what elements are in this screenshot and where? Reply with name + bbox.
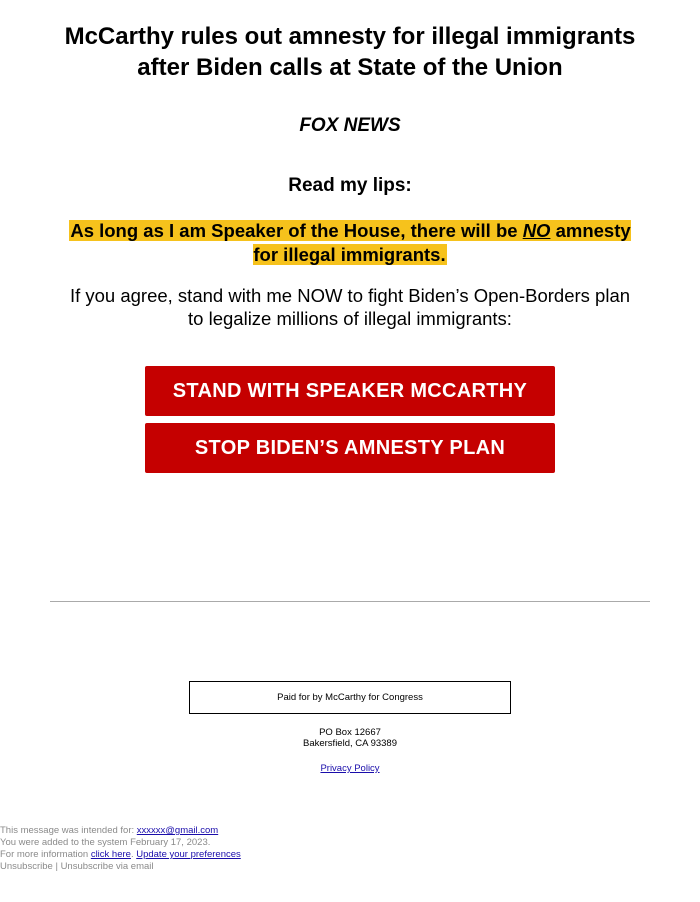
added-date-line: You were added to the system February 17, 2023. [0, 837, 211, 848]
quote-highlight [69, 220, 630, 265]
unsubscribe-line [0, 861, 241, 873]
read-my-lips: Read my lips: [288, 175, 412, 196]
more-info-prefix: For more information [0, 849, 91, 860]
more-info-line [0, 849, 241, 861]
stop-amnesty-button[interactable]: STOP BIDEN’S AMNESTY PLAN [145, 423, 555, 473]
intended-for-line [0, 825, 241, 837]
quote-part2: amnesty for illegal immigrants. [253, 220, 631, 265]
update-preferences-link[interactable]: Update your preferences [136, 849, 241, 860]
paid-for-text: Paid for by McCarthy for Congress [277, 692, 423, 703]
address-line1: PO Box 12667 [319, 727, 381, 738]
headline: McCarthy rules out amnesty for illegal immigrants after Biden calls at State of the Union [64, 23, 636, 81]
privacy-policy-row [0, 763, 700, 774]
stand-with-mccarthy-button[interactable]: STAND WITH SPEAKER MCCARTHY [145, 366, 555, 416]
news-source: FOX NEWS [299, 115, 401, 136]
paid-for-box [189, 681, 511, 714]
recipient-email-link[interactable]: xxxxxx@gmail.com [136, 825, 219, 836]
privacy-policy-link[interactable]: Privacy Policy [320, 763, 380, 774]
quote-emphasis: NO [522, 220, 551, 241]
quote-part1: As long as I am Speaker of the House, there will be [70, 220, 523, 241]
intended-prefix: This message was intended for: [0, 825, 137, 836]
mailing-address [0, 728, 700, 749]
unsubscribe-link[interactable]: Unsubscribe [0, 861, 53, 872]
speaker-quote [60, 219, 640, 267]
click-here-link[interactable]: click here [90, 849, 131, 860]
email-meta-footer [0, 825, 241, 873]
separator: . [130, 849, 137, 860]
unsubscribe-email-link[interactable]: Unsubscribe via email [60, 861, 154, 872]
divider [50, 601, 650, 602]
address-line2: Bakersfield, CA 93389 [302, 737, 397, 749]
pipe-separator: | [52, 861, 61, 872]
call-to-action-text: If you agree, stand with me NOW to fight Biden’s Open-Borders plan to legalize millions of illegal immigrants: [69, 285, 631, 329]
